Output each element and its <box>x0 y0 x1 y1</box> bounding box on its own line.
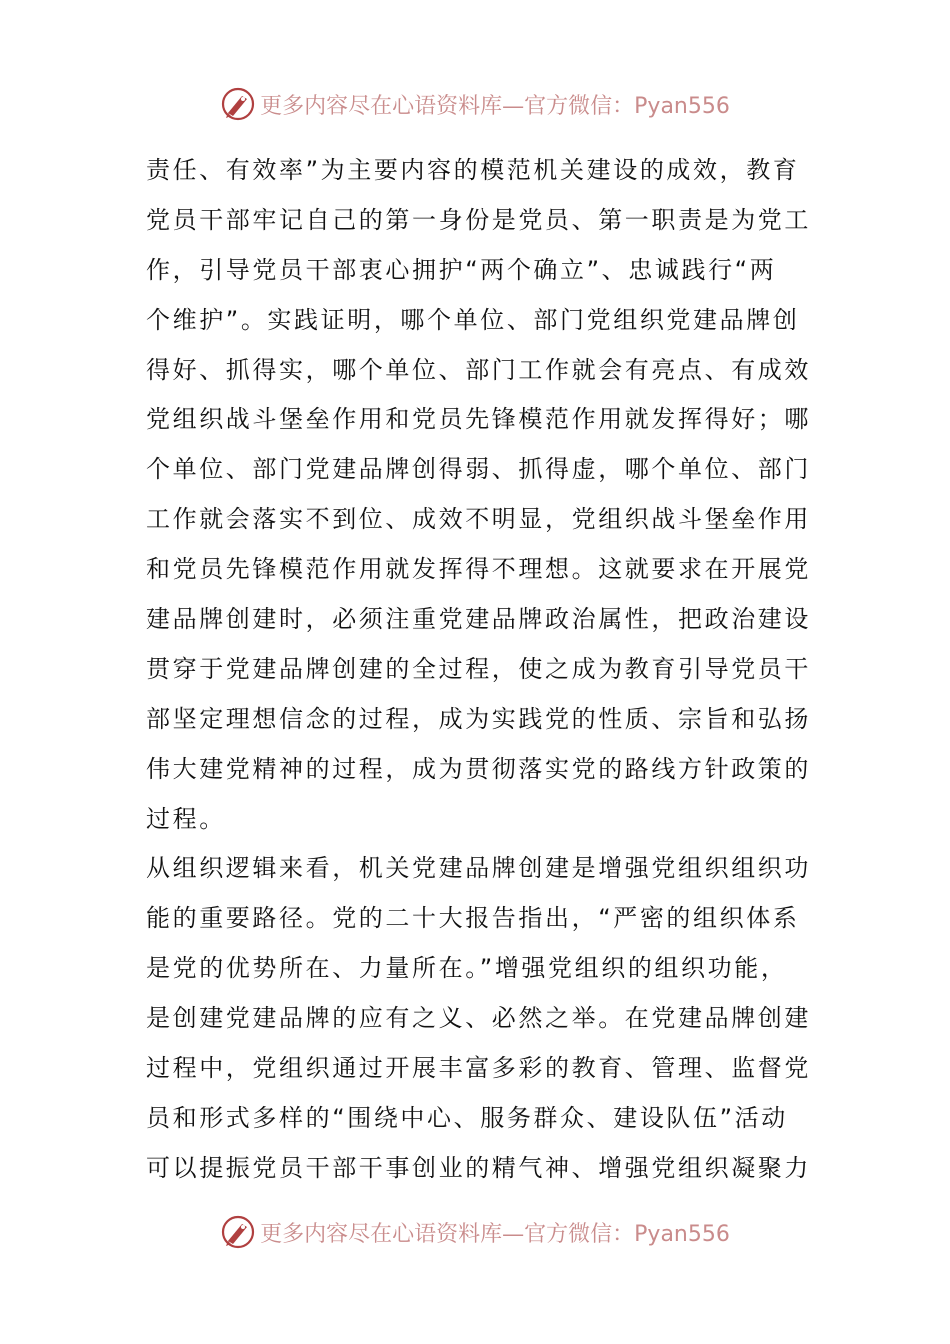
body-line: 作，引导党员干部衷心拥护“两个确立”、忠诚践行“两 <box>146 255 777 284</box>
footer-banner-text <box>260 1217 730 1248</box>
pen-nib-logo-icon <box>220 1214 256 1250</box>
body-line: 个单位、部门党建品牌创得弱、抓得虚，哪个单位、部门 <box>146 455 811 484</box>
body-line: 可以提振党员干部干事创业的精气神、增强党组织凝聚力 <box>146 1153 811 1182</box>
footer-banner-brand: Pyan556 <box>634 1221 730 1247</box>
body-line: 建品牌创建时，必须注重党建品牌政治属性，把政治建设 <box>146 605 811 634</box>
header-banner-text <box>260 89 730 120</box>
footer-banner-label: 更多内容尽在心语资料库—官方微信： <box>260 1221 635 1247</box>
footer-banner-content <box>220 1214 730 1250</box>
body-line: 从组织逻辑来看，机关党建品牌创建是增强党组织组织功 <box>146 854 811 883</box>
body-line: 伟大建党精神的过程，成为贯彻落实党的路线方针政策的 <box>146 754 811 783</box>
body-line: 贯穿于党建品牌创建的全过程，使之成为教育引导党员干 <box>146 654 811 683</box>
body-line: 过程。 <box>146 804 226 833</box>
header-banner-content <box>220 86 730 122</box>
body-line: 和党员先锋模范作用就发挥得不理想。这就要求在开展党 <box>146 555 811 584</box>
body-line: 是党的优势所在、力量所在。”增强党组织的组织功能， <box>146 954 788 983</box>
body-line: 工作就会落实不到位、成效不明显，党组织战斗堡垒作用 <box>146 505 811 534</box>
body-line: 责任、有效率”为主要内容的模范机关建设的成效，教育 <box>146 156 800 184</box>
body-line: 是创建党建品牌的应有之义、必然之举。在党建品牌创建 <box>146 1004 811 1033</box>
pen-nib-logo-icon <box>220 86 256 122</box>
body-line: 党员干部牢记自己的第一身份是党员、第一职责是为党工 <box>146 205 811 234</box>
body-line: 过程中，党组织通过开展丰富多彩的教育、管理、监督党 <box>146 1054 811 1083</box>
body-line: 党组织战斗堡垒作用和党员先锋模范作用就发挥得好；哪 <box>146 405 811 434</box>
body-line: 得好、抓得实，哪个单位、部门工作就会有亮点、有成效 <box>146 355 811 384</box>
document-body <box>146 146 811 1194</box>
footer-banner <box>0 1212 950 1252</box>
body-line: 员和形式多样的“围绕中心、服务群众、建设队伍”活动 <box>146 1103 788 1132</box>
header-banner <box>0 84 950 124</box>
body-line: 个维护”。实践证明，哪个单位、部门党组织党建品牌创 <box>146 305 800 334</box>
header-banner-label: 更多内容尽在心语资料库—官方微信： <box>260 93 635 119</box>
body-line: 部坚定理想信念的过程，成为实践党的性质、宗旨和弘扬 <box>146 704 811 733</box>
body-line: 能的重要路径。党的二十大报告指出，“严密的组织体系 <box>146 904 800 933</box>
header-banner-brand: Pyan556 <box>634 93 730 119</box>
